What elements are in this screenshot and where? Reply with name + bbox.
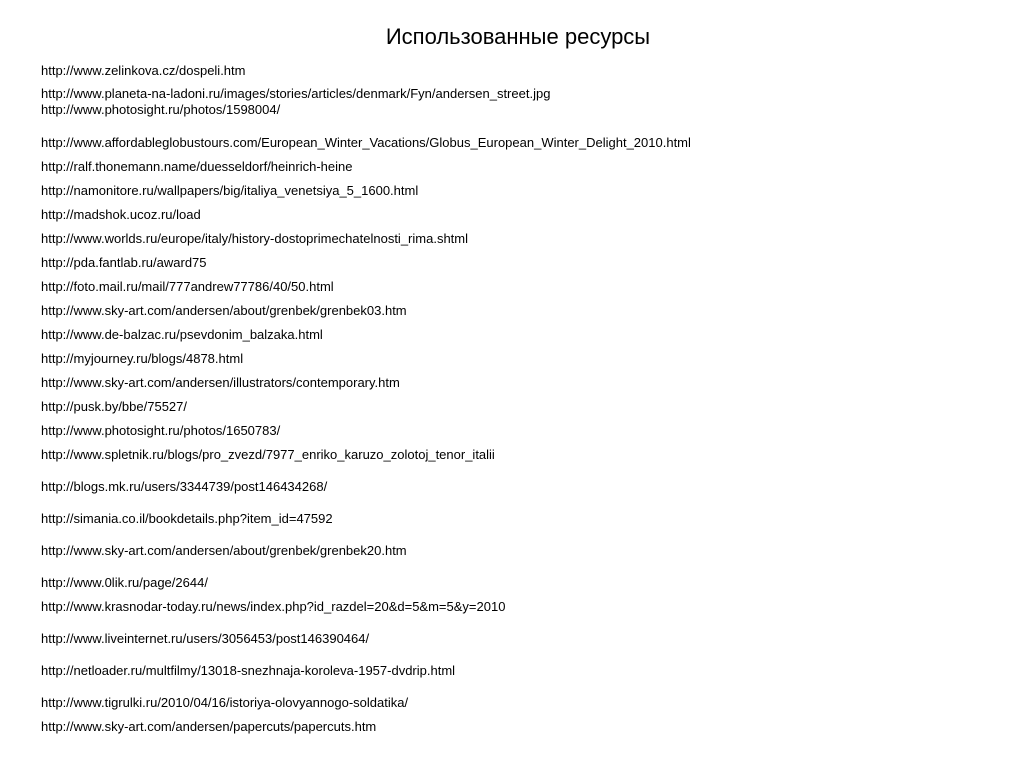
resource-link[interactable]: http://www.affordableglobustours.com/European_Winter_Vacations/Globus_European_Winter_Delight_2010.html	[41, 135, 691, 150]
resource-link[interactable]: http://blogs.mk.ru/users/3344739/post146434268/	[41, 479, 328, 494]
resource-link[interactable]: http://www.sky-art.com/andersen/about/grenbek/grenbek20.htm	[41, 543, 407, 558]
resource-link[interactable]: http://www.sky-art.com/andersen/illustrators/contemporary.htm	[41, 375, 400, 390]
resource-link[interactable]: http://www.krasnodar-today.ru/news/index.php?id_razdel=20&d=5&m=5&y=2010	[41, 599, 506, 614]
resource-link[interactable]: http://ralf.thonemann.name/duesseldorf/heinrich-heine	[41, 159, 353, 174]
resource-link[interactable]: http://simania.co.il/bookdetails.php?item_id=47592	[41, 511, 333, 526]
resource-link[interactable]: http://foto.mail.ru/mail/777andrew77786/40/50.html	[41, 279, 334, 294]
resource-link[interactable]: http://pusk.by/bbe/75527/	[41, 399, 187, 414]
resource-link[interactable]: http://www.worlds.ru/europe/italy/history-dostoprimechatelnosti_rima.shtml	[41, 231, 469, 246]
resource-link[interactable]: http://madshok.ucoz.ru/load	[41, 207, 201, 222]
resource-link[interactable]: http://www.sky-art.com/andersen/papercuts/papercuts.htm	[41, 719, 377, 734]
resource-link[interactable]: http://myjourney.ru/blogs/4878.html	[41, 351, 244, 366]
resource-link[interactable]: http://www.0lik.ru/page/2644/	[41, 575, 208, 590]
resource-link[interactable]: http://www.zelinkova.cz/dospeli.htm	[41, 63, 246, 78]
resource-link[interactable]: http://www.liveinternet.ru/users/3056453/post146390464/	[41, 631, 370, 646]
resource-link[interactable]: http://www.photosight.ru/photos/1598004/	[41, 102, 281, 117]
resource-link[interactable]: http://www.planeta-na-ladoni.ru/images/stories/articles/denmark/Fyn/andersen_street.jpg	[41, 86, 551, 101]
resource-link[interactable]: http://pda.fantlab.ru/award75	[41, 255, 207, 270]
resource-link[interactable]: http://www.photosight.ru/photos/1650783/	[41, 423, 281, 438]
resource-link[interactable]: http://www.de-balzac.ru/psevdonim_balzaka.html	[41, 327, 323, 342]
resource-link[interactable]: http://www.sky-art.com/andersen/about/grenbek/grenbek03.htm	[41, 303, 407, 318]
slide-title: Использованные ресурсы	[385, 24, 651, 49]
resource-link[interactable]: http://www.tigrulki.ru/2010/04/16/istoriya-olovyannogo-soldatika/	[41, 695, 409, 710]
resource-link[interactable]: http://netloader.ru/multfilmy/13018-snezhnaja-koroleva-1957-dvdrip.html	[41, 663, 456, 678]
resource-link[interactable]: http://www.spletnik.ru/blogs/pro_zvezd/7977_enriko_karuzo_zolotoj_tenor_italii	[41, 447, 495, 462]
resource-link[interactable]: http://namonitore.ru/wallpapers/big/italiya_venetsiya_5_1600.html	[41, 183, 419, 198]
